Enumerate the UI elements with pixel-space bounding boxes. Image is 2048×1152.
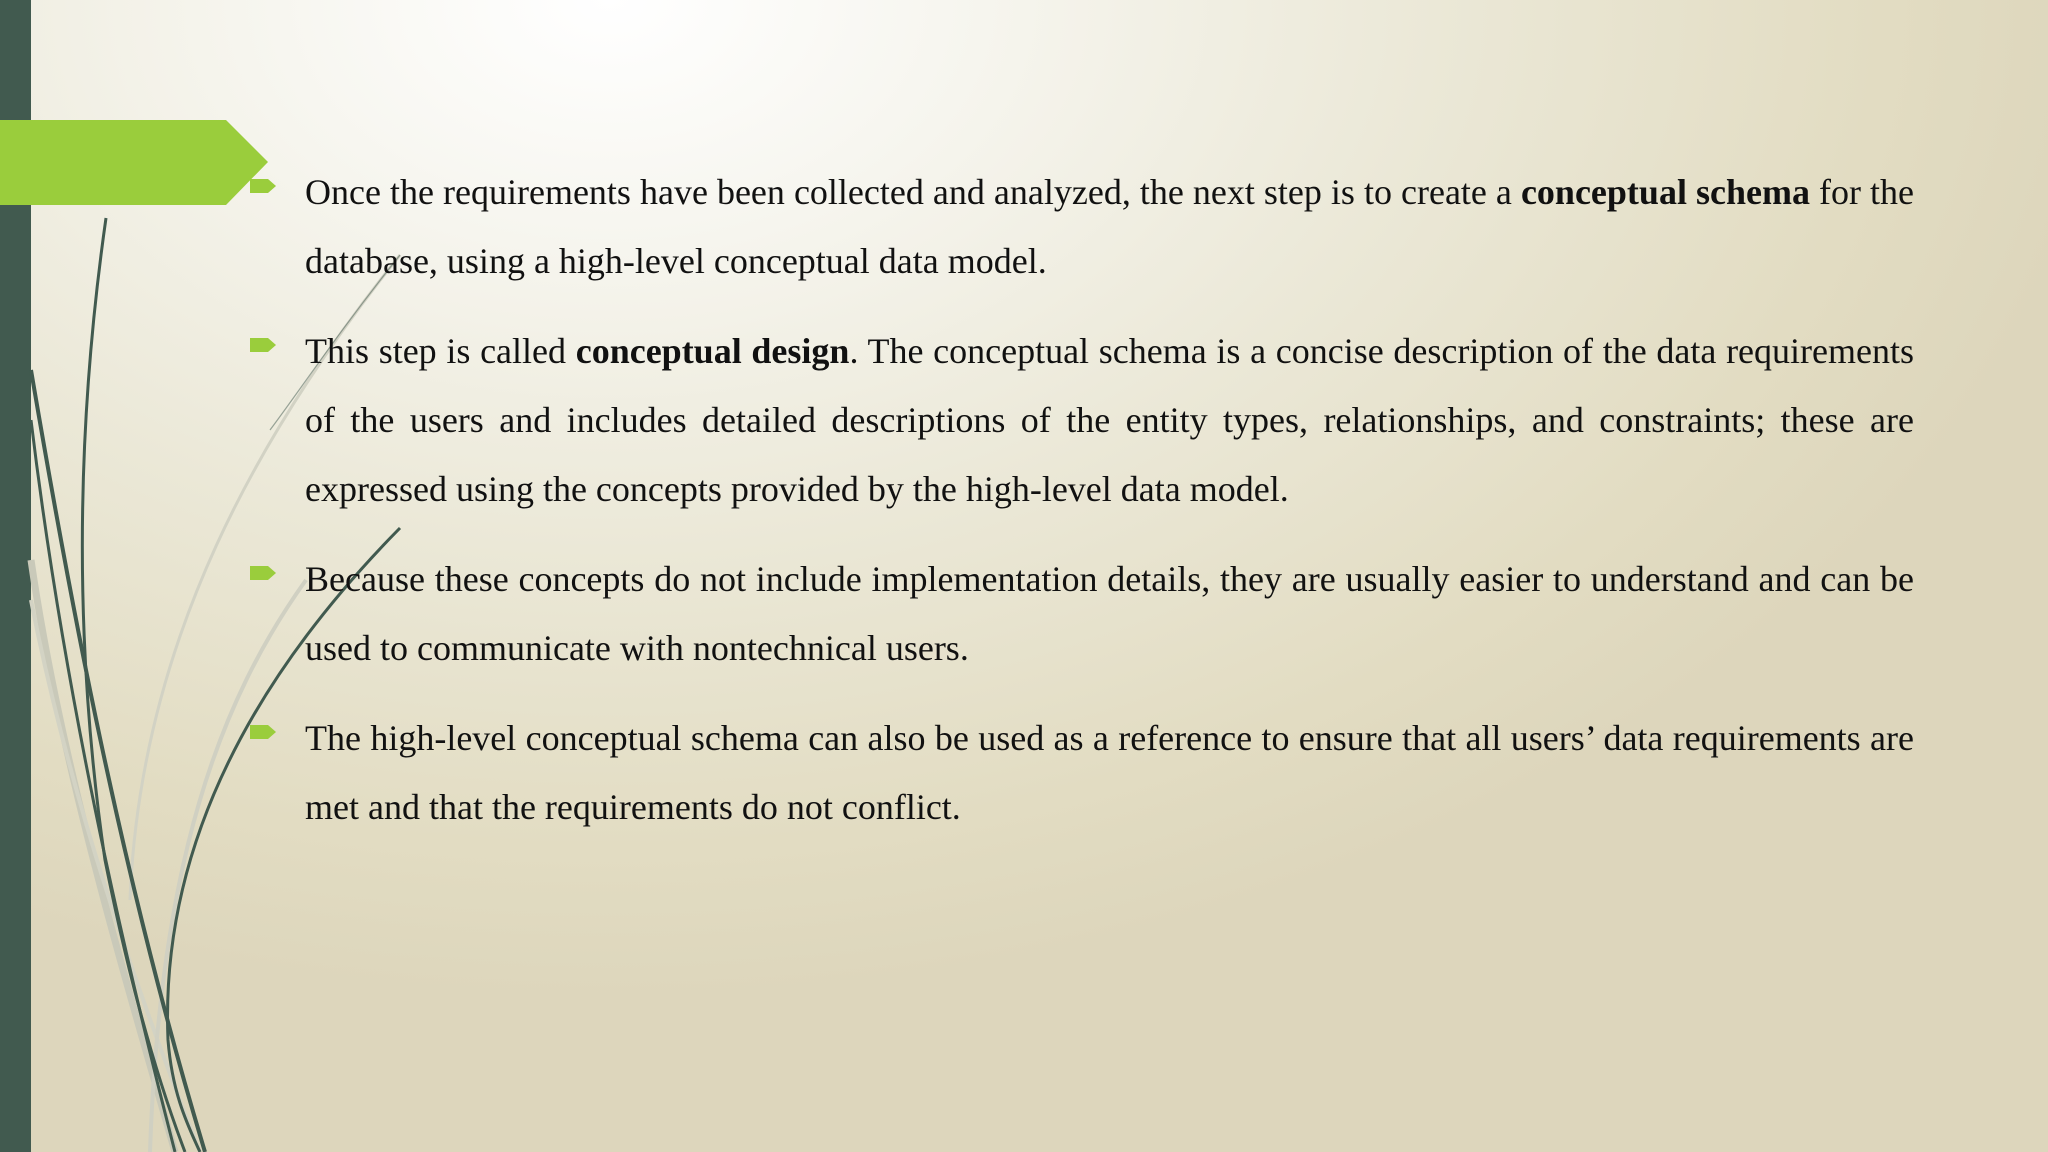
arrow-bullet-icon (250, 566, 276, 580)
bullet-text: This step is called (305, 331, 576, 371)
bullet-text: The high-level conceptual schema can also be used as a reference to ensure that all users’ data requirements are met and that the requirements do not conflict. (305, 718, 1914, 827)
bold-term: conceptual schema (1520, 172, 1810, 212)
bullet-text: . The conceptual schema is a concise description of the data requirements of the users and includes detailed descriptions of the entity types, relationships, and constraints; these are expressed using the concepts provided by the high-level data model. (305, 331, 1914, 509)
bold-term: conceptual design (575, 331, 850, 371)
decorative-curve (31, 600, 200, 1152)
bullet-item (246, 545, 1914, 683)
arrow-bullet-icon (250, 338, 276, 352)
bullet-item (246, 158, 1914, 296)
bullet-item (246, 317, 1914, 524)
bullet-text: for the database, using a high-level conceptual data model. (305, 172, 1914, 281)
bullet-list (246, 158, 1914, 863)
title-accent-arrow (0, 120, 268, 205)
decorative-curve (31, 370, 205, 1152)
arrow-bullet-icon (250, 179, 276, 193)
bullet-item (246, 704, 1914, 842)
bullet-text: Once the requirements have been collected and analyzed, the next step is to create a (305, 172, 1521, 212)
bullet-text: Because these concepts do not include implementation details, they are usually easier to understand and can be used to communicate with nontechnical users. (305, 559, 1914, 668)
decorative-curve (31, 420, 175, 1152)
arrow-bullet-icon (250, 725, 276, 739)
